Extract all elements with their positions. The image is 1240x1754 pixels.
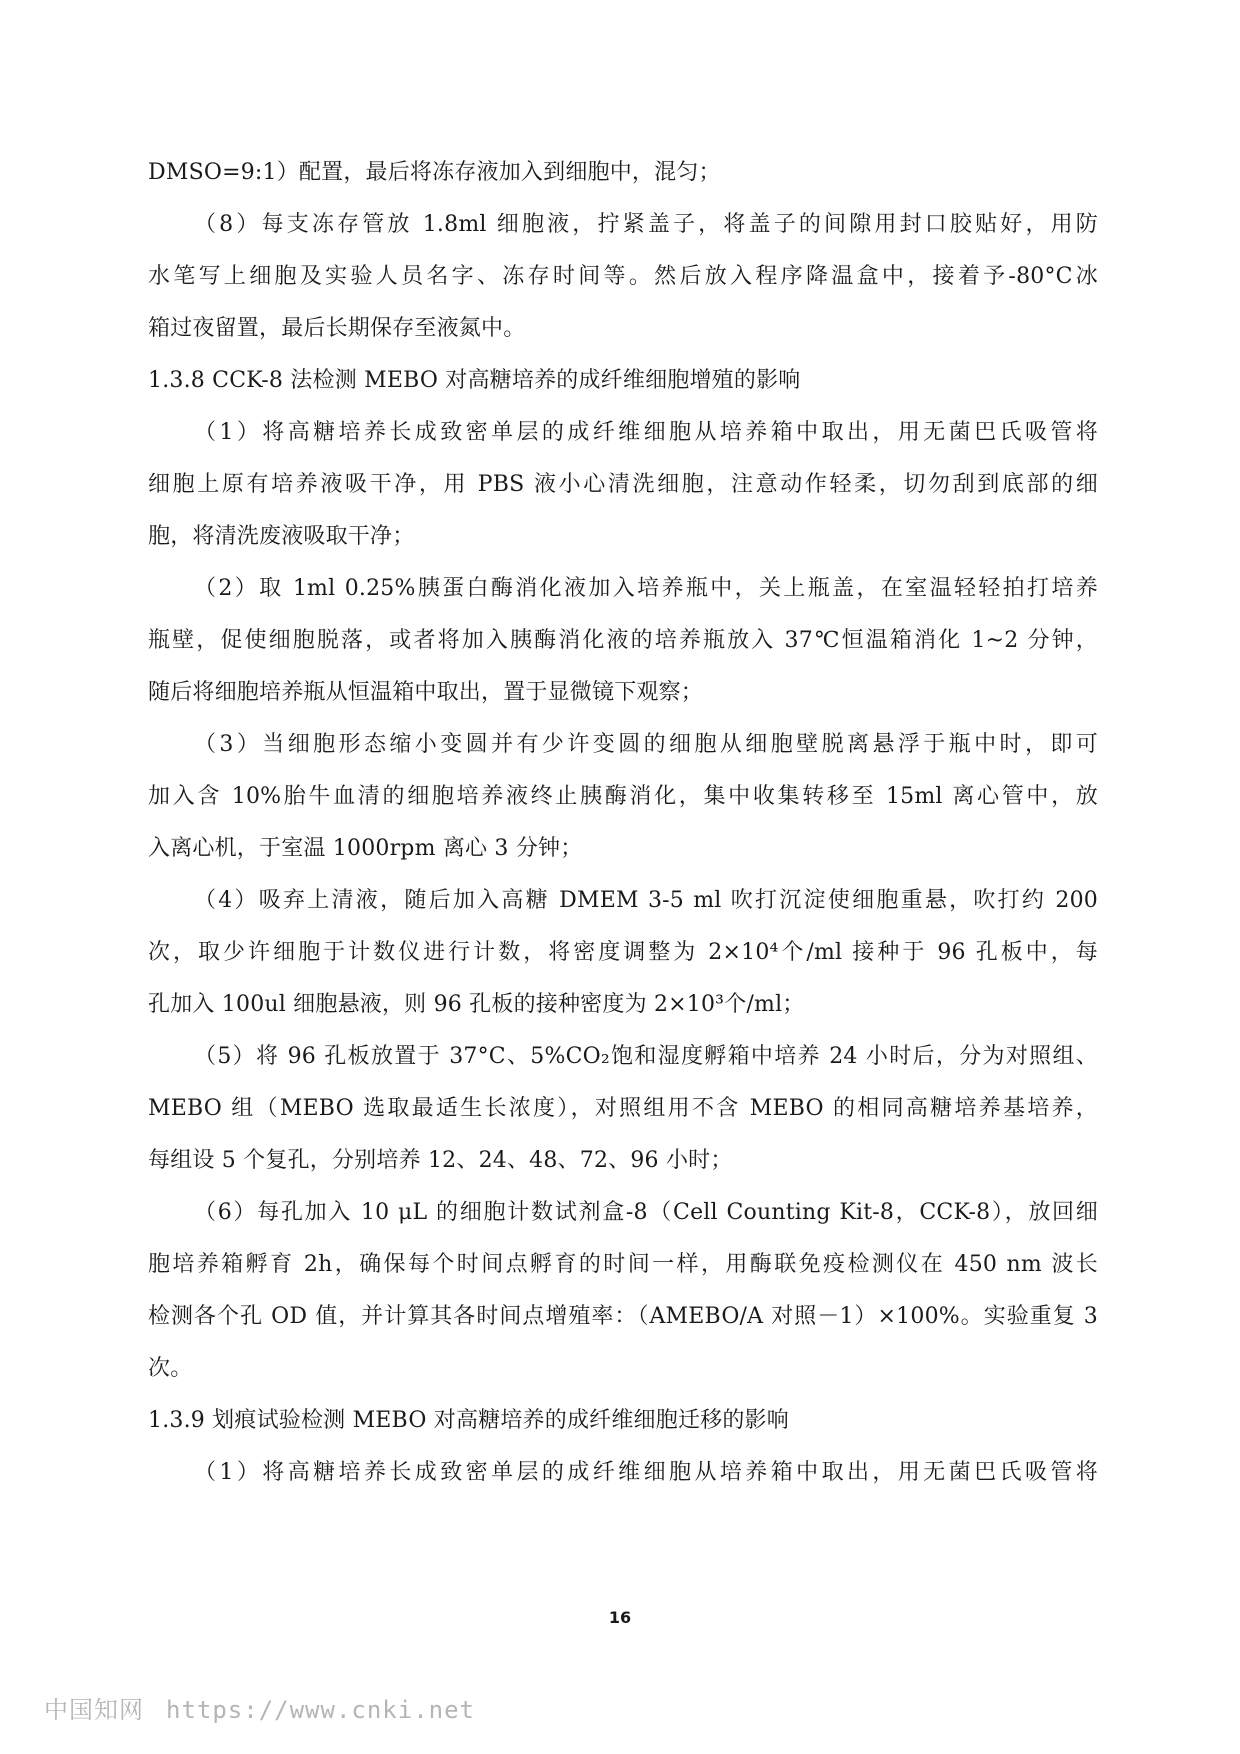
paragraph-p9 xyxy=(148,1460,1098,1486)
heading-line: 1.3.9 划痕试验检测 MEBO 对高糖培养的成纤维细胞迁移的影响 xyxy=(148,1408,789,1433)
text-line: （4）吸弃上清液，随后加入高糖 DMEM 3-5 ml 吹打沉淀使细胞重悬，吹打约 200 xyxy=(194,888,1098,913)
watermark-site-name: 中国知网 xyxy=(44,1696,144,1724)
text-line: （1）将高糖培养长成致密单层的成纤维细胞从培养箱中取出，用无菌巴氏吸管将 xyxy=(194,420,1098,445)
text-line: 检测各个孔 OD 值，并计算其各时间点增殖率：（AMEBO/A 对照－1）×100%。实验重复 3 xyxy=(148,1304,1098,1329)
text-line: （6）每孔加入 10 μL 的细胞计数试剂盒-8（Cell Counting Kit-8，CCK-8），放回细 xyxy=(194,1200,1098,1225)
text-line: 胞，将清洗废液吸取干净； xyxy=(148,524,415,549)
text-line: DMSO=9:1）配置，最后将冻存液加入到细胞中，混匀； xyxy=(148,160,721,185)
text-line: 入离心机，于室温 1000rpm 离心 3 分钟； xyxy=(148,836,583,861)
text-line: 次，取少许细胞于计数仪进行计数，将密度调整为 2×10⁴个/ml 接种于 96 孔板中，每 xyxy=(148,940,1098,965)
text-line: 细胞上原有培养液吸干净，用 PBS 液小心清洗细胞，注意动作轻柔，切勿刮到底部的细 xyxy=(148,472,1098,497)
text-line: 次。 xyxy=(148,1356,193,1381)
section-heading-1-3-9 xyxy=(148,1408,1098,1434)
text-line: 箱过夜留置，最后长期保存至液氮中。 xyxy=(148,316,526,341)
text-line: （1）将高糖培养长成致密单层的成纤维细胞从培养箱中取出，用无菌巴氏吸管将 xyxy=(194,1460,1098,1485)
heading-line: 1.3.8 CCK-8 法检测 MEBO 对高糖培养的成纤维细胞增殖的影响 xyxy=(148,368,801,393)
text-line: 瓶壁，促使细胞脱落，或者将加入胰酶消化液的培养瓶放入 37℃恒温箱消化 1~2 分钟， xyxy=(148,628,1098,653)
document-body xyxy=(148,160,1098,1512)
paragraph-p5 xyxy=(148,732,1098,862)
page-number: 16 xyxy=(608,1608,632,1627)
text-line: （2）取 1ml 0.25%胰蛋白酶消化液加入培养瓶中，关上瓶盖，在室温轻轻拍打培养 xyxy=(194,576,1098,601)
paragraph-p4 xyxy=(148,576,1098,706)
paragraph-p3 xyxy=(148,420,1098,550)
watermark-url: https://www.cnki.net xyxy=(166,1696,475,1724)
text-line: MEBO 组（MEBO 选取最适生长浓度），对照组用不含 MEBO 的相同高糖培养基培养， xyxy=(148,1096,1098,1121)
text-line: 孔加入 100ul 细胞悬液，则 96 孔板的接种密度为 2×10³个/ml； xyxy=(148,992,805,1017)
text-line: 每组设 5 个复孔，分别培养 12、24、48、72、96 小时； xyxy=(148,1148,733,1173)
paragraph-p7 xyxy=(148,1044,1098,1174)
text-line: 胞培养箱孵育 2h，确保每个时间点孵育的时间一样，用酶联免疫检测仪在 450 nm 波长 xyxy=(148,1252,1098,1277)
text-line: （5）将 96 孔板放置于 37°C、5%CO₂饱和湿度孵箱中培养 24 小时后，分为对照组、 xyxy=(194,1044,1098,1069)
text-line: 水笔写上细胞及实验人员名字、冻存时间等。然后放入程序降温盒中，接着予-80°C冰 xyxy=(148,264,1098,289)
text-line: （8）每支冻存管放 1.8ml 细胞液，拧紧盖子，将盖子的间隙用封口胶贴好，用防 xyxy=(194,212,1098,237)
text-line: 随后将细胞培养瓶从恒温箱中取出，置于显微镜下观察； xyxy=(148,680,704,705)
paragraph-p8 xyxy=(148,1200,1098,1382)
paragraph-p2 xyxy=(148,212,1098,342)
cnki-watermark xyxy=(44,1690,475,1725)
paragraph-p1 xyxy=(148,160,1098,186)
text-line: （3）当细胞形态缩小变圆并有少许变圆的细胞从细胞壁脱离悬浮于瓶中时，即可 xyxy=(194,732,1098,757)
section-heading-1-3-8 xyxy=(148,368,1098,394)
text-line: 加入含 10%胎牛血清的细胞培养液终止胰酶消化，集中收集转移至 15ml 离心管中，放 xyxy=(148,784,1098,809)
paragraph-p6 xyxy=(148,888,1098,1018)
